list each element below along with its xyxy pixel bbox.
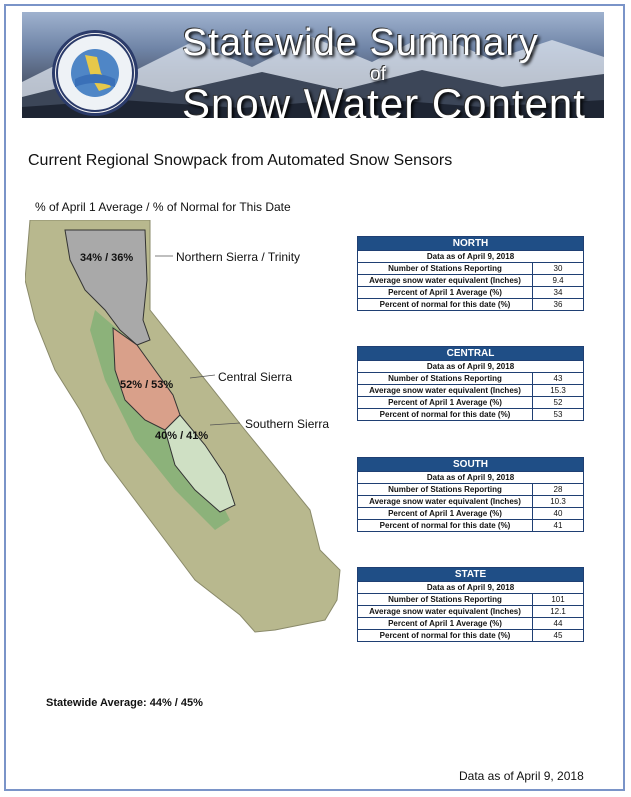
row-label: Number of Stations Reporting [358,594,533,606]
central-stats-table [357,346,584,421]
north-region-label: Northern Sierra / Trinity [176,250,301,264]
north-stats-table [357,236,584,311]
row-value: 30 [533,263,584,275]
page-heading: Current Regional Snowpack from Automated Snow Sensors [28,152,453,169]
row-value: 36 [533,299,584,311]
header-banner [22,12,604,118]
south-stats-table [357,457,584,532]
row-label: Number of Stations Reporting [358,484,533,496]
row-label: Average snow water equivalent (Inches) [358,275,533,287]
row-label: Average snow water equivalent (Inches) [358,606,533,618]
row-value: 15.3 [533,385,584,397]
statewide-average: Statewide Average: 44% / 45% [46,697,203,709]
central-region-pct: 52% / 53% [120,379,174,391]
table-title: NORTH [358,237,584,251]
title-line2: Snow Water Content [182,80,586,118]
row-label: Percent of April 1 Average (%) [358,618,533,630]
title-line1: Statewide Summary [182,22,540,64]
table-title: SOUTH [358,458,584,472]
table-date: Data as of April 9, 2018 [358,361,584,373]
row-value: 52 [533,397,584,409]
row-label: Percent of normal for this date (%) [358,299,533,311]
row-label: Average snow water equivalent (Inches) [358,385,533,397]
row-value: 12.1 [533,606,584,618]
map-subheading: % of April 1 Average / % of Normal for This Date [35,200,291,214]
row-value: 9.4 [533,275,584,287]
row-label: Percent of April 1 Average (%) [358,397,533,409]
south-region-label: Southern Sierra [245,417,330,431]
row-value: 28 [533,484,584,496]
row-label: Percent of normal for this date (%) [358,630,533,642]
row-label: Percent of April 1 Average (%) [358,287,533,299]
row-value: 10.3 [533,496,584,508]
state-stats-table [357,567,584,642]
row-value: 40 [533,508,584,520]
row-label: Number of Stations Reporting [358,373,533,385]
footer-date: Data as of April 9, 2018 [459,769,584,783]
row-label: Average snow water equivalent (Inches) [358,496,533,508]
row-label: Percent of normal for this date (%) [358,520,533,532]
row-value: 101 [533,594,584,606]
table-title: CENTRAL [358,347,584,361]
central-region-label: Central Sierra [218,370,293,384]
table-date: Data as of April 9, 2018 [358,251,584,263]
row-value: 53 [533,409,584,421]
row-value: 43 [533,373,584,385]
row-value: 45 [533,630,584,642]
table-title: STATE [358,568,584,582]
table-date: Data as of April 9, 2018 [358,582,584,594]
row-value: 34 [533,287,584,299]
north-region-pct: 34% / 36% [80,252,134,264]
row-label: Percent of normal for this date (%) [358,409,533,421]
table-date: Data as of April 9, 2018 [358,472,584,484]
row-value: 44 [533,618,584,630]
row-value: 41 [533,520,584,532]
row-label: Percent of April 1 Average (%) [358,508,533,520]
south-region-pct: 40% / 41% [155,430,209,442]
title-of: of [370,64,386,85]
dwr-seal-logo [52,30,138,116]
row-label: Number of Stations Reporting [358,263,533,275]
